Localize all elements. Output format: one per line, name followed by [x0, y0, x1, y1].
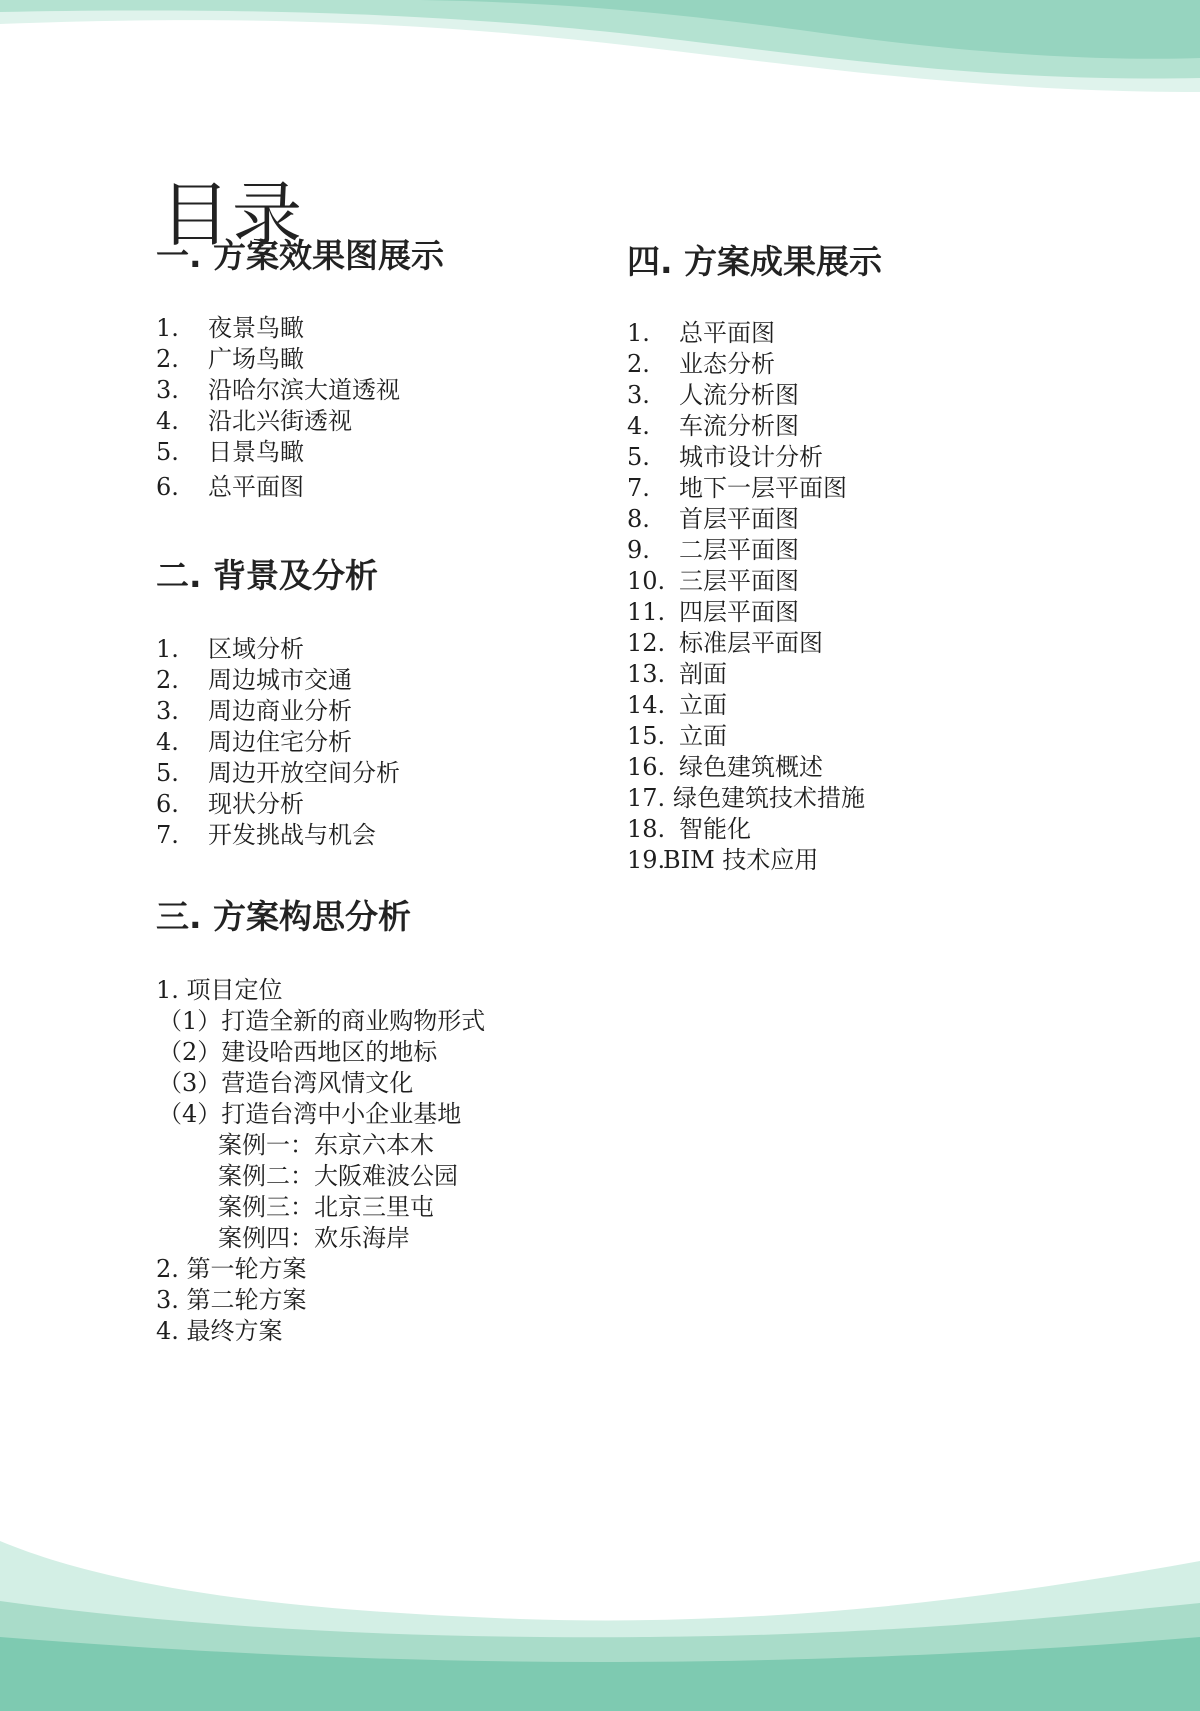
- list-item[interactable]: 2. 第一轮方案: [156, 1255, 307, 1283]
- list-item[interactable]: 19.BIM 技术应用: [627, 846, 819, 874]
- list-item[interactable]: 6. 总平面图: [156, 473, 304, 501]
- page-title: 目录: [160, 173, 304, 256]
- bottom-wave-decoration: [0, 1451, 1200, 1711]
- list-item[interactable]: 案例四：欢乐海岸: [218, 1224, 410, 1252]
- list-item[interactable]: 4. 周边住宅分析: [156, 728, 352, 756]
- list-item[interactable]: 12. 标准层平面图: [627, 629, 823, 657]
- list-item[interactable]: 4. 沿北兴街透视: [156, 407, 352, 435]
- list-item[interactable]: 案例一：东京六本木: [218, 1131, 434, 1159]
- list-item[interactable]: 3. 沿哈尔滨大道透视: [156, 376, 400, 404]
- list-item[interactable]: 案例三：北京三里屯: [218, 1193, 434, 1221]
- list-item[interactable]: 7. 开发挑战与机会: [156, 821, 376, 849]
- list-item[interactable]: 11. 四层平面图: [627, 598, 799, 626]
- list-item[interactable]: 4. 最终方案: [156, 1317, 283, 1345]
- list-item[interactable]: （2）建设哈西地区的地标: [158, 1038, 438, 1066]
- list-item[interactable]: 17. 绿色建筑技术措施: [627, 784, 865, 812]
- list-item[interactable]: 15. 立面: [627, 722, 727, 750]
- list-item[interactable]: 18. 智能化: [627, 815, 751, 843]
- list-item[interactable]: 14. 立面: [627, 691, 727, 719]
- section-heading-concept: 三. 方案构思分析: [156, 897, 412, 936]
- list-item[interactable]: 3. 第二轮方案: [156, 1286, 307, 1314]
- list-item[interactable]: 10. 三层平面图: [627, 567, 799, 595]
- list-item[interactable]: 9. 二层平面图: [627, 536, 799, 564]
- list-item[interactable]: 16. 绿色建筑概述: [627, 753, 823, 781]
- list-item[interactable]: 1. 项目定位: [156, 976, 283, 1004]
- list-item[interactable]: 13. 剖面: [627, 660, 727, 688]
- list-item[interactable]: 2. 广场鸟瞰: [156, 345, 304, 373]
- list-item[interactable]: 5. 周边开放空间分析: [156, 759, 400, 787]
- list-item[interactable]: 4. 车流分析图: [627, 412, 799, 440]
- list-item[interactable]: 3. 人流分析图: [627, 381, 799, 409]
- list-item[interactable]: 8. 首层平面图: [627, 505, 799, 533]
- section-list-concept: [156, 975, 485, 1347]
- list-item[interactable]: 5. 城市设计分析: [627, 443, 823, 471]
- list-item[interactable]: 5. 日景鸟瞰: [156, 438, 304, 466]
- list-item[interactable]: （1）打造全新的商业购物形式: [158, 1007, 486, 1035]
- section-list-effects: [156, 313, 400, 503]
- list-item[interactable]: 2. 业态分析: [627, 350, 775, 378]
- section-list-results: [627, 318, 865, 876]
- section-heading-background: 二. 背景及分析: [156, 556, 379, 595]
- list-item[interactable]: 2. 周边城市交通: [156, 666, 352, 694]
- list-item[interactable]: 6. 现状分析: [156, 790, 304, 818]
- list-item[interactable]: 7. 地下一层平面图: [627, 474, 847, 502]
- list-item[interactable]: 1. 区域分析: [156, 635, 304, 663]
- section-heading-results: 四. 方案成果展示: [627, 242, 883, 281]
- list-item[interactable]: 1. 总平面图: [627, 319, 775, 347]
- list-item[interactable]: （3）营造台湾风情文化: [158, 1069, 414, 1097]
- list-item[interactable]: （4）打造台湾中小企业基地: [158, 1100, 462, 1128]
- list-item[interactable]: 1. 夜景鸟瞰: [156, 314, 304, 342]
- list-item[interactable]: 案例二：大阪难波公园: [218, 1162, 458, 1190]
- list-item[interactable]: 3. 周边商业分析: [156, 697, 352, 725]
- section-list-background: [156, 634, 400, 851]
- top-wave-decoration: [0, 0, 1200, 110]
- section-heading-effects: 一. 方案效果图展示: [156, 236, 445, 275]
